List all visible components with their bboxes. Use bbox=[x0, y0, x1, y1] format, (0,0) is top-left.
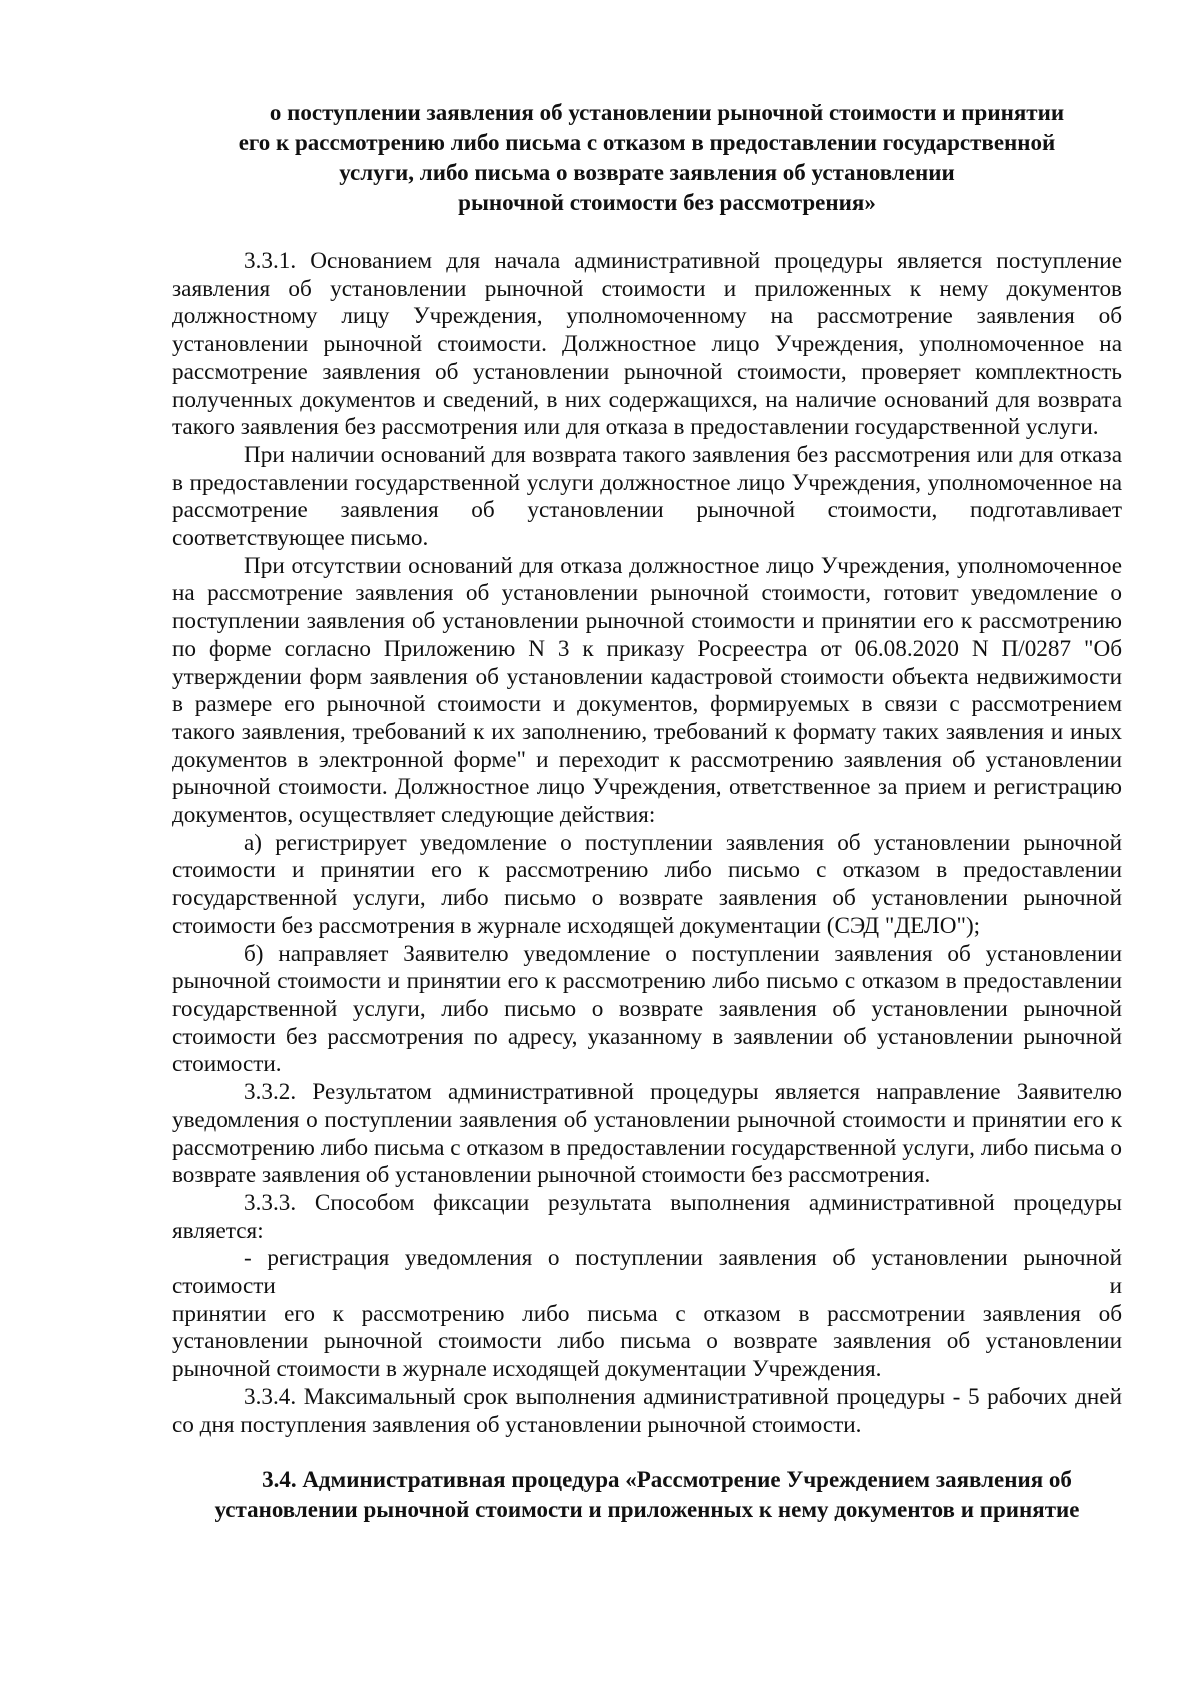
split-left: стоимости bbox=[172, 1273, 276, 1300]
paragraph-item-a: а) регистрирует уведомление о поступлении заявления об установлении рыночной стоимости и принятии его к рассмотрению либо письмо с отказом в предоставлении государственной услуги, либо письмо о возврате заявления об установлении рыночной стоимости без рассмотрения в журнале исходящей документации (СЭД "ДЕЛО"); bbox=[172, 829, 1122, 939]
paragraph-grounds-present: При наличии оснований для возврата такого заявления без рассмотрения или для отказа в предоставлении государственной услуги должностное лицо Учреждения, уполномоченное на рассмотрение заявления об установлении рыночной стоимости, подготавливает соответствующее письмо. bbox=[172, 441, 1122, 552]
section-body bbox=[172, 248, 1122, 1439]
section-heading bbox=[172, 98, 1122, 218]
paragraph-registration-rest: принятии его к рассмотрению либо письма с отказом в рассмотрении заявления об установлении рыночной стоимости либо письма о возврате заявления об установлении рыночной стоимости в журнале исходящей документации Учреждения. bbox=[172, 1300, 1122, 1383]
heading-line: о поступлении заявления об установлении рыночной стоимости и принятии bbox=[269, 100, 1065, 125]
heading-line: его к рассмотрению либо письма с отказом в предоставлении государственной bbox=[238, 130, 1056, 155]
split-right: и bbox=[1109, 1273, 1122, 1300]
document-page bbox=[172, 98, 1122, 1525]
paragraph-3-3-4: 3.3.4. Максимальный срок выполнения административной процедуры - 5 рабочих дней со дня поступления заявления об установлении рыночной стоимости. bbox=[172, 1383, 1122, 1438]
paragraph-registration-line: - регистрация уведомления о поступлении заявления об установлении рыночной bbox=[244, 1245, 1122, 1272]
heading2-line: установлении рыночной стоимости и приложенных к нему документов и принятие bbox=[214, 1497, 1080, 1523]
paragraph-3-3-3: 3.3.3. Способом фиксации результата выполнения административной процедуры является: bbox=[172, 1189, 1122, 1244]
paragraph-3-3-1: 3.3.1. Основанием для начала административной процедуры является поступление заявления об установлении рыночной стоимости и приложенных к нему документов должностному лицу Учреждения, уполномоченному на рассмотрение заявления об установлении рыночной стоимости. Должностное лицо Учреждения, уполномоченное на рассмотрение заявления об установлении рыночной стоимости, проверяет комплектность полученных документов и сведений, в них содержащихся, на наличие оснований для возврата такого заявления без рассмотрения или для отказа в предоставлении государственной услуги. bbox=[172, 248, 1122, 441]
paragraph-3-3-2: 3.3.2. Результатом административной процедуры является направление Заявителю уведомления о поступлении заявления об установлении рыночной стоимости и принятии его к рассмотрению либо письма с отказом в предоставлении государственной услуги, либо письма о возврате заявления об установлении рыночной стоимости без рассмотрения. bbox=[172, 1079, 1122, 1189]
section-3-4-heading bbox=[172, 1465, 1122, 1525]
heading-line: услуги, либо письма о возврате заявления об установлении bbox=[339, 160, 955, 185]
paragraph-grounds-absent: При отсутствии оснований для отказа должностное лицо Учреждения, уполномоченное на рассмотрение заявления об установлении рыночной стоимости, готовит уведомление о поступлении заявления об установлении рыночной стоимости и принятии его к рассмотрению по форме согласно Приложению N 3 к приказу Росреестра от 06.08.2020 N П/0287 "Об утверждении форм заявления об установлении кадастровой стоимости объекта недвижимости в размере его рыночной стоимости и документов, формируемых в связи с рассмотрением такого заявления, требований к их заполнению, требований к формату таких заявления и иных документов в электронной форме" и переходит к рассмотрению заявления об установлении рыночной стоимости. Должностное лицо Учреждения, ответственное за прием и регистрацию документов, осуществляет следующие действия: bbox=[172, 552, 1122, 829]
heading2-line: 3.4. Административная процедура «Рассмотрение Учреждением заявления об bbox=[262, 1467, 1072, 1493]
heading-line: рыночной стоимости без рассмотрения» bbox=[458, 190, 876, 215]
paragraph-item-b: б) направляет Заявителю уведомление о поступлении заявления об установлении рыночной стоимости и принятии его к рассмотрению либо письмо с отказом в предоставлении государственной услуги, либо письмо о возврате заявления об установлении рыночной стоимости без рассмотрения по адресу, указанному в заявлении об установлении рыночной стоимости. bbox=[172, 940, 1122, 1078]
paragraph-registration-split-line bbox=[172, 1273, 1122, 1301]
